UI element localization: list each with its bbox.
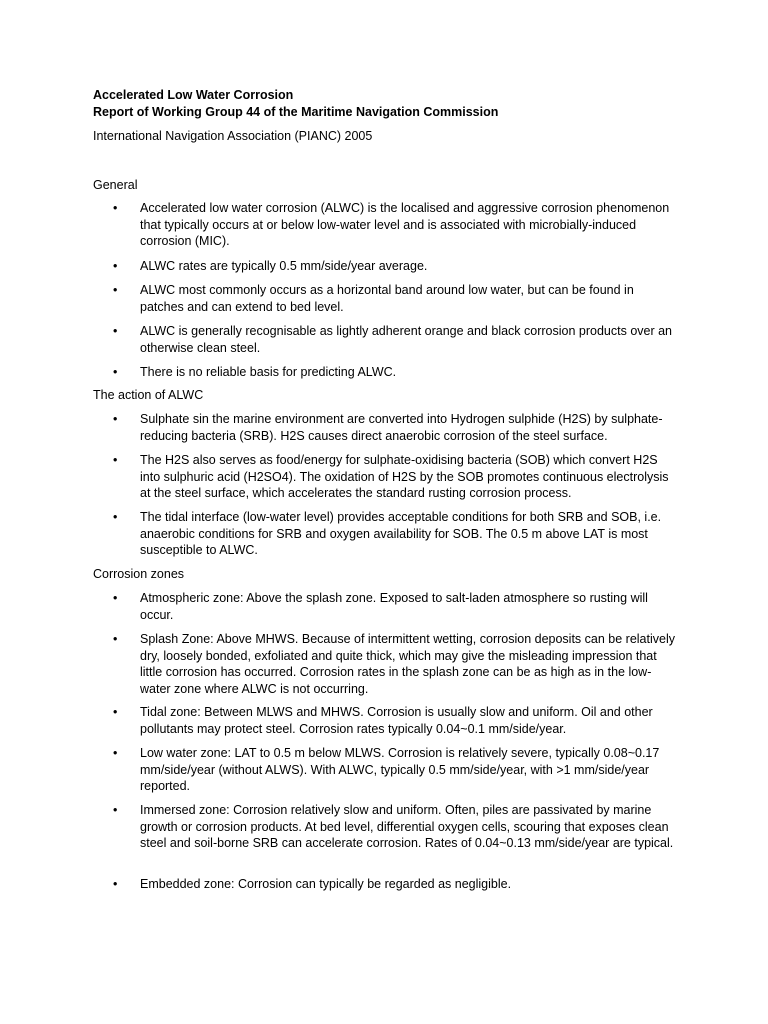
list-item: Embedded zone: Corrosion can typically be regarded as negligible. <box>140 877 512 891</box>
document-subtitle: International Navigation Association (PIANC) 2005 <box>93 129 373 143</box>
bullet-marker: • <box>113 705 118 719</box>
bullet-marker: • <box>113 259 118 273</box>
bullet-marker: • <box>113 453 118 467</box>
bullet-marker: • <box>113 201 118 215</box>
section-heading-action-of-alwc: The action of ALWC <box>93 388 204 402</box>
bullet-marker: • <box>113 510 118 524</box>
list-item: Immersed zone: Corrosion relatively slow and uniform. Often, piles are passivated by marine growth or corrosion products. At bed level, differential oxygen cells, scouring that exposes clean steel and soil-borne SRB can accelerate corrosion. Rates of 0.04~0.13 mm/side/year are typical. <box>140 803 674 850</box>
bullet-marker: • <box>113 877 118 891</box>
bullet-marker: • <box>113 591 118 605</box>
list-item: ALWC most commonly occurs as a horizontal band around low water, but can be found in patches and can extend to bed level. <box>140 283 634 314</box>
document-title-line-1: Accelerated Low Water Corrosion <box>93 88 294 102</box>
bullet-marker: • <box>113 803 118 817</box>
bullet-marker: • <box>113 412 118 426</box>
list-item: ALWC rates are typically 0.5 mm/side/year average. <box>140 259 428 273</box>
list-item: Tidal zone: Between MLWS and MHWS. Corrosion is usually slow and uniform. Oil and other pollutants may protect steel. Corrosion rates typically 0.04~0.1 mm/side/year. <box>140 705 653 736</box>
document-title-line-2: Report of Working Group 44 of the Maritime Navigation Commission <box>93 105 499 119</box>
list-item: The H2S also serves as food/energy for sulphate-oxidising bacteria (SOB) which convert H2S into sulphuric acid (H2SO4). The oxidation of H2S by the SOB promotes continuous electrolysis at the steel surface, which accelerates the standard rusting corrosion process. <box>140 453 669 500</box>
list-item: Splash Zone: Above MHWS. Because of intermittent wetting, corrosion deposits can be relatively dry, loosely bonded, exfoliated and quite thick, which may give the misleading impression that little corrosion has occurred. Corrosion rates in the splash zone can be as high as in the low-water zone where ALWC is not occurring. <box>140 632 675 696</box>
list-item: Sulphate sin the marine environment are converted into Hydrogen sulphide (H2S) by sulphate-reducing bacteria (SRB). H2S causes direct anaerobic corrosion of the steel surface. <box>140 412 663 443</box>
list-item: ALWC is generally recognisable as lightly adherent orange and black corrosion products over an otherwise clean steel. <box>140 324 673 355</box>
list-item: Accelerated low water corrosion (ALWC) is the localised and aggressive corrosion phenomenon that typically occurs at or below low-water level and is associated with microbially-induced corrosion (MIC). <box>140 201 670 248</box>
section-heading-corrosion-zones: Corrosion zones <box>93 567 185 581</box>
bullet-marker: • <box>113 324 118 338</box>
section-heading-general: General <box>93 178 138 192</box>
bullet-marker: • <box>113 365 118 379</box>
list-item: There is no reliable basis for predicting ALWC. <box>140 365 397 379</box>
list-item: Low water zone: LAT to 0.5 m below MLWS. Corrosion is relatively severe, typically 0.08~0.17 mm/side/year (without ALWS). With ALWC, typically 0.5 mm/side/year, with >1 mm/side/year reported. <box>140 746 660 793</box>
list-item: Atmospheric zone: Above the splash zone. Exposed to salt-laden atmosphere so rusting will occur. <box>140 591 648 622</box>
bullet-marker: • <box>113 632 118 646</box>
bullet-marker: • <box>113 746 118 760</box>
bullet-marker: • <box>113 283 118 297</box>
list-item: The tidal interface (low-water level) provides acceptable conditions for both SRB and SOB, i.e. anaerobic conditions for SRB and oxygen availability for SOB. The 0.5 m above LAT is most susceptible to ALWC. <box>140 510 662 557</box>
